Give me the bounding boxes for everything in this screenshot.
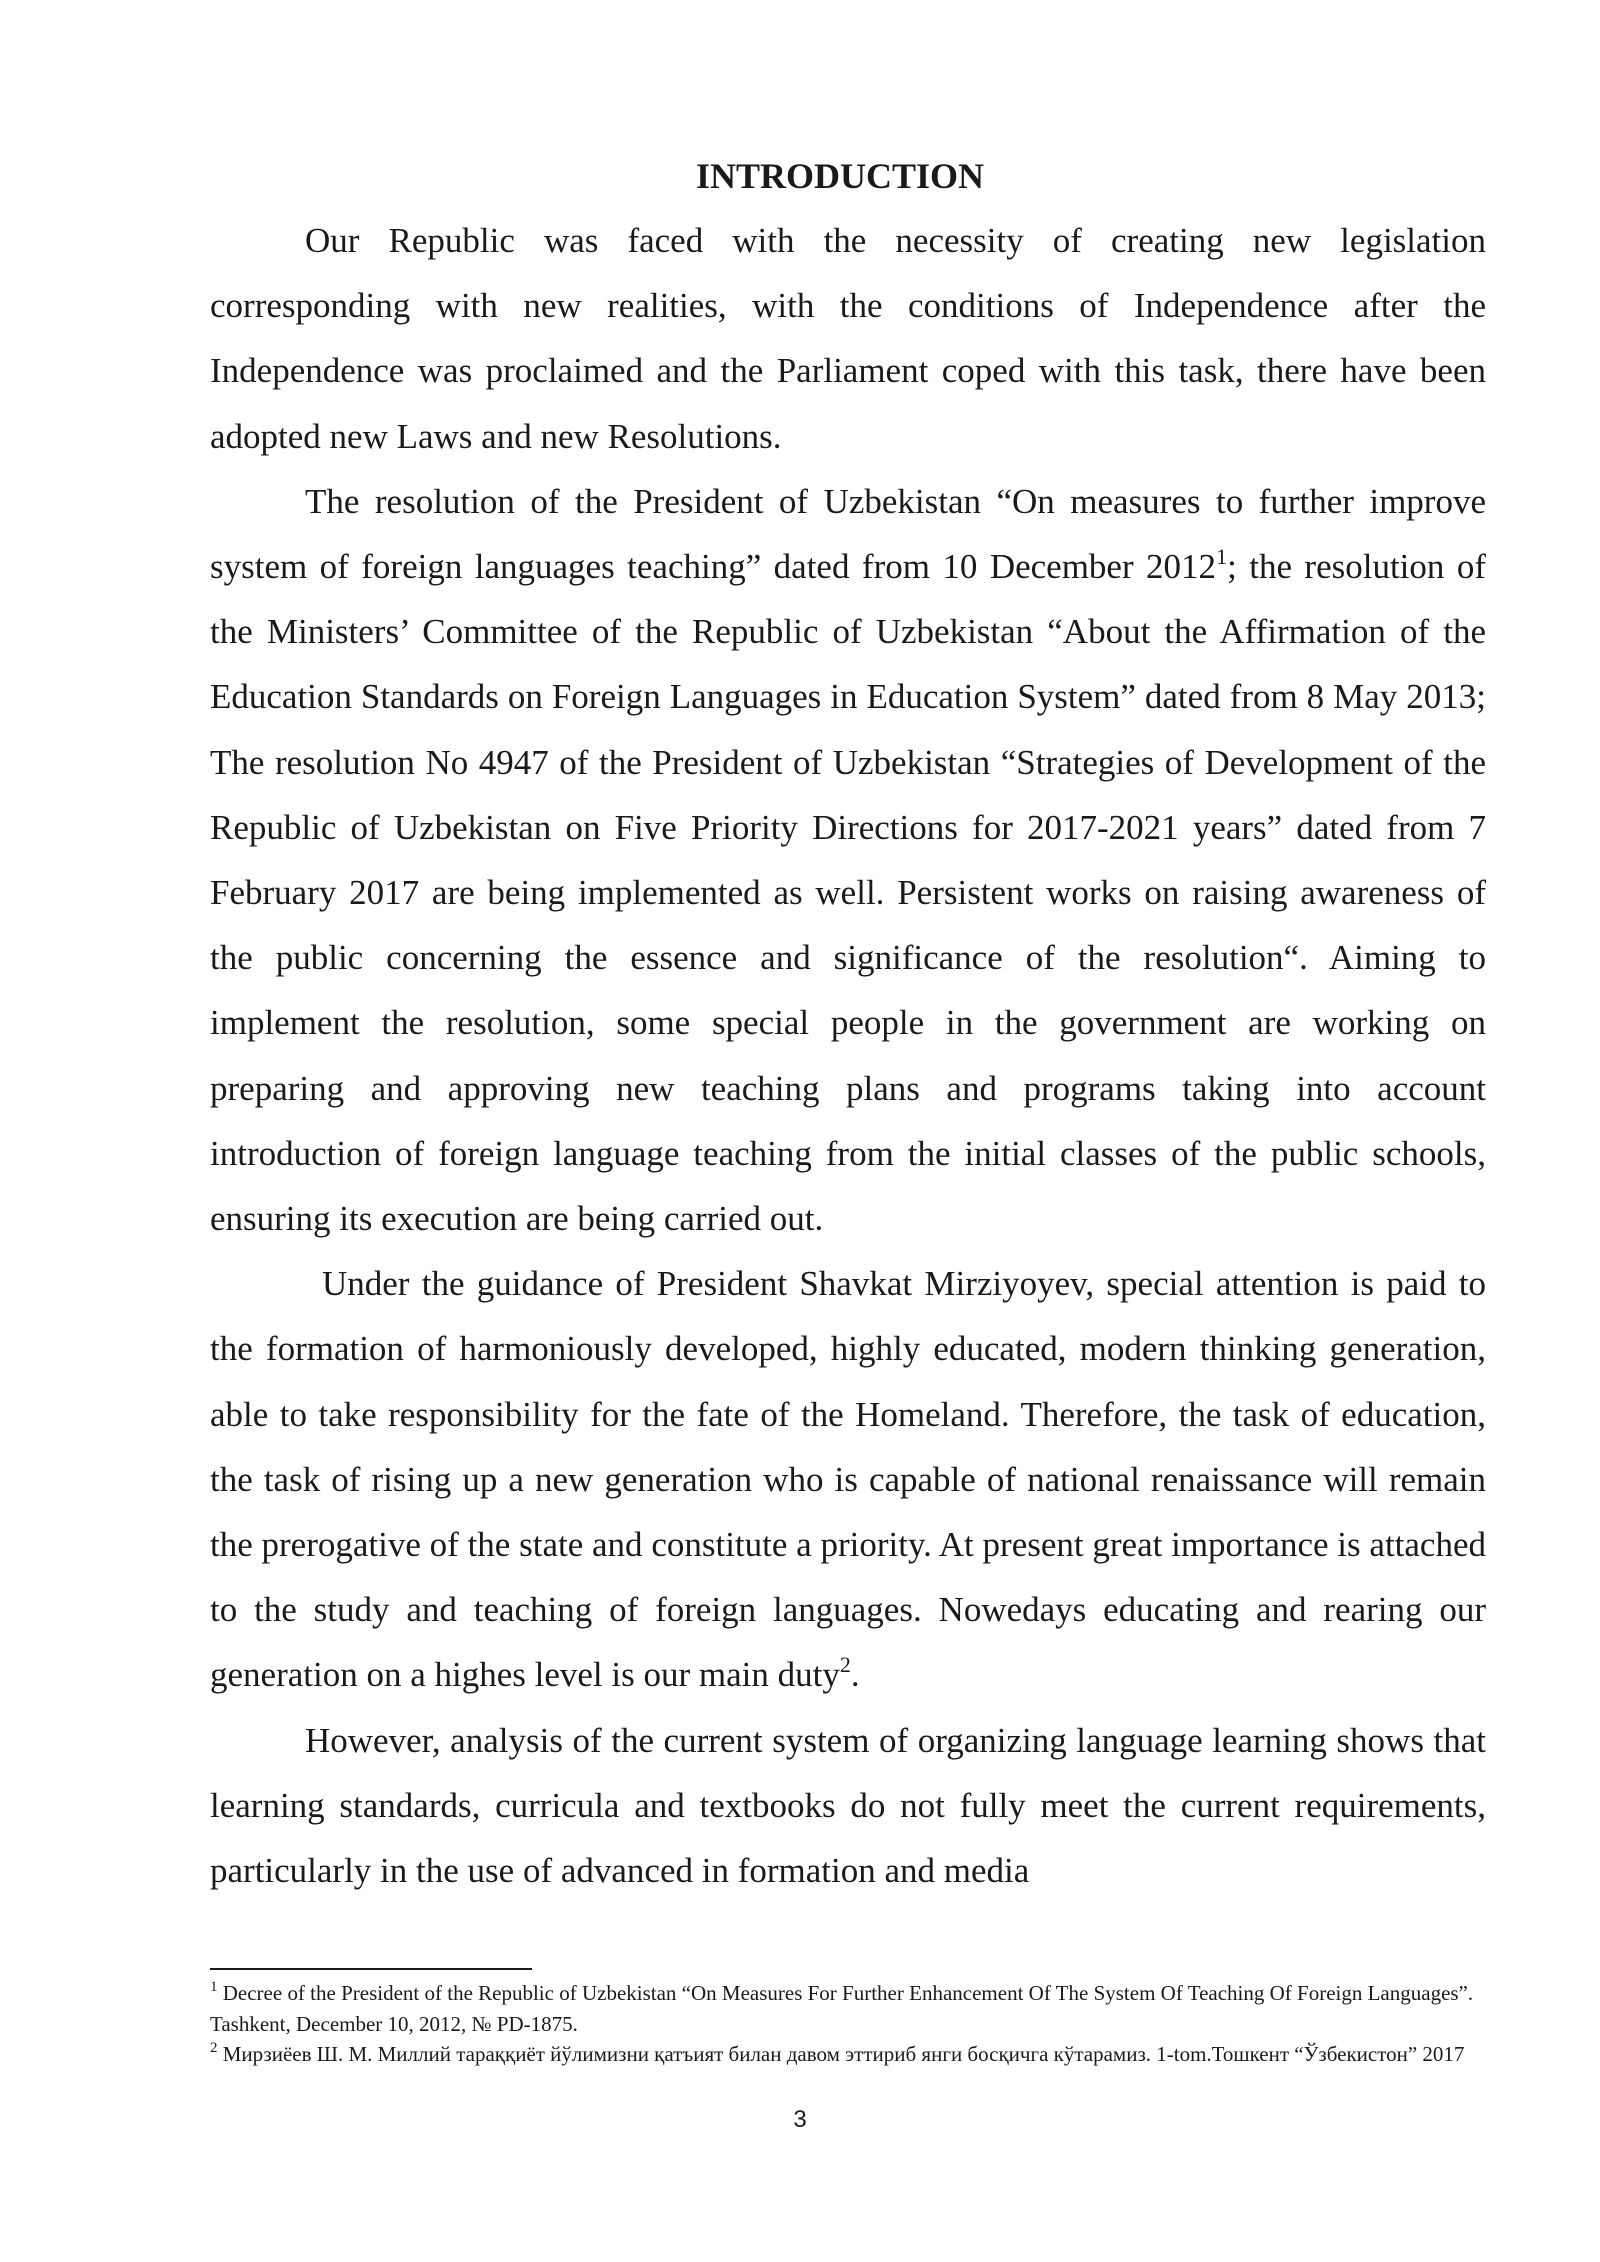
- footnote-mark-2: 2: [210, 2040, 218, 2056]
- paragraph-2-text-a: The resolution of the President of Uzbekistan “On measures to further improve system of foreign languages teaching” dated from 10 December 2012: [210, 481, 1486, 587]
- paragraph-4: However, analysis of the current system of organizing language learning shows that learning standards, curricula and textbooks do not fully meet the current requirements, particularly in the use of advanced in formation and media: [210, 1720, 1486, 1891]
- paragraph-3-text-a: Under the guidance of President Shavkat Mirziyoyev, special attention is paid to the formation of harmoniously developed, highly educated, modern thinking generation, able to take responsibility for the fate of the Homeland. Therefore, the task of education, the task of rising up a new generation who is capable of national renaissance will remain the prerogative of the state and constitute a priority. At present great importance is attached to the study and teaching of foreign languages. Nowedays educating and rearing our generation on a highes level is our main duty: [210, 1264, 1486, 1695]
- paragraph-2-text-b: ; the resolution of the Ministers’ Committee of the Republic of Uzbekistan “About the Affirmation of the Education Standards on Foreign Languages in Education System” dated from 8 May 2013; The resolution No 4947 of the President of Uzbekistan “Strategies of Development of the Republic of Uzbekistan on Five Priority Directions for 2017-2021 years” dated from 7 February 2017 are being implemented as well. Persistent works on raising awareness of the public concerning the essence and significance of the resolution“. Aiming to implement the resolution, some special people in the government are working on preparing and approving new teaching plans and programs taking into account introduction of foreign language teaching from the initial classes of the public schools, ensuring its execution are being carried out.: [210, 547, 1487, 1239]
- paragraph-3-text-b: .: [850, 1655, 860, 1695]
- page-number: 3: [793, 2106, 807, 2133]
- paragraph-2: [210, 469, 1486, 1251]
- footnote-2: [210, 2039, 1486, 2070]
- footnote-mark-1: 1: [210, 1979, 218, 1995]
- paragraph-3: [210, 1251, 1486, 1707]
- footnote-1: [210, 1978, 1486, 2039]
- body-text: [210, 208, 1486, 1903]
- footnote-ref-2[interactable]: 2: [839, 1652, 851, 1678]
- page-heading: INTRODUCTION: [695, 156, 985, 196]
- paragraph-1: Our Republic was faced with the necessity of creating new legislation corresponding with new realities, with the conditions of Independence after the Independence was proclaimed and the Parliament coped with this task, there have been adopted new Laws and new Resolutions.: [210, 221, 1486, 456]
- footnote-ref-1[interactable]: 1: [1216, 544, 1228, 570]
- footnote-1-text: Decree of the President of the Republic of Uzbekistan “On Measures For Further Enhancement Of The System Of Teaching Of Foreign Languages”. Tashkent, December 10, 2012, № PD-1875.: [210, 1981, 1474, 2036]
- footnotes: [210, 1978, 1486, 2070]
- footnote-2-text: Мирзиёев Ш. М. Миллий тараққиёт йўлимизни қатъият билан давом эттириб янги босқичга кўтарамиз. 1-tom.Тошкент “Ўзбекистон” 2017: [217, 2042, 1465, 2066]
- footnote-divider: [210, 1968, 532, 1970]
